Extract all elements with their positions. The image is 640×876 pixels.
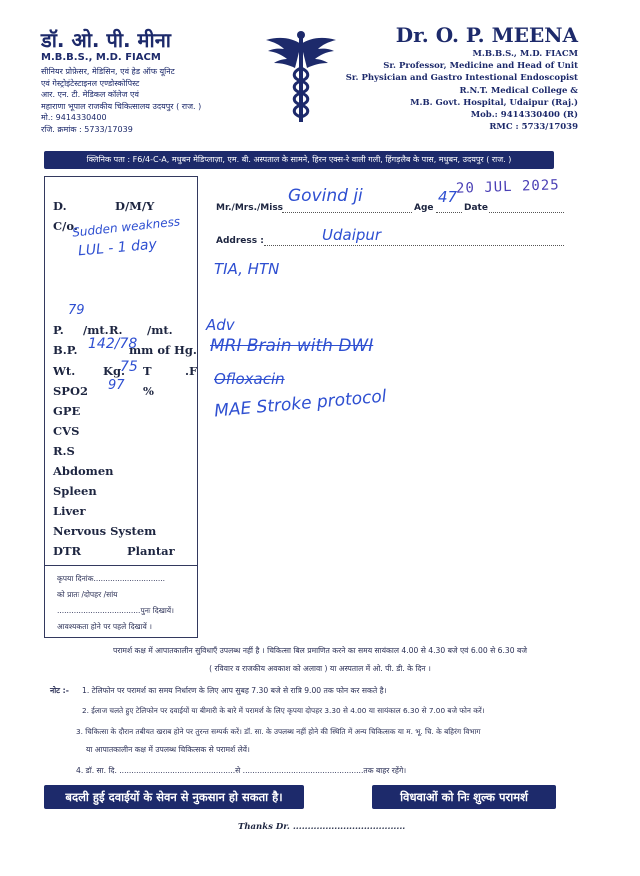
- patient-name-label: Mr./Mrs./Miss: [216, 203, 284, 213]
- hw-rx-line-2: Ofloxacin: [214, 370, 285, 388]
- note-item: 2. ईलाज चलते हुए टेलिफोन पर दवाईयों या बीमारी के बारे में परामर्श के लिए कृपया दोपहर 3.30 से 4.00 या सायंकाल 6.30 से 7.00 बजे फोन करें।: [82, 706, 485, 715]
- credential-line: सीनियर प्रोफ़ेसर, मेडिसिन, एवं हेड ऑफ यूनिट: [41, 67, 175, 76]
- pulse-label: P.: [53, 323, 64, 337]
- left-credentials: [41, 66, 201, 135]
- hw-address: Udaipur: [322, 226, 382, 244]
- exam-cvs: CVS: [53, 424, 80, 438]
- dmy-label: D/M/Y: [115, 199, 155, 213]
- appointment-line: कृपया दिनांक..............................: [57, 574, 166, 583]
- note-item: 1. टेलिफोन पर परामर्श का समय निर्धारण के लिए आप सुबह 7.30 बजे से रात्रि 9.00 तक फोन कर सकते है।: [82, 686, 387, 695]
- address-line: [264, 245, 564, 246]
- bp-unit: mm of Hg.: [129, 343, 197, 357]
- credential-line: महाराणा भूपाल राजकीय चिकित्सालय उदयपुर ( राज. ): [41, 101, 202, 111]
- hw-spo2: 97: [108, 378, 125, 393]
- hw-rx-line-1: MRI Brain with DWI: [210, 336, 374, 356]
- hw-complaint-1: Sudden weakness: [71, 214, 181, 240]
- credential-line: एवं गेस्ट्रोइंटेस्टाइनल एण्डोस्कोपिस्ट: [41, 78, 140, 88]
- fahrenheit-label: .F: [185, 364, 198, 378]
- hw-pulse: 79: [68, 303, 85, 318]
- date-label: Date: [464, 203, 488, 213]
- note-item: 4. डॉ. सा. दि. ................................................से ..................................................तक बाहर रहेंगे।: [76, 766, 407, 775]
- age-line: [436, 212, 462, 213]
- caduceus-logo-icon: [264, 28, 338, 126]
- co-label: C/o.: [53, 219, 78, 233]
- dtr-label: DTR: [53, 544, 82, 558]
- hw-rx-advice: Adv: [206, 316, 235, 334]
- note-item: या आपातकालीन कक्ष में उपलब्ध चिकित्सक से परामर्श लेवें।: [86, 745, 250, 754]
- credential-line: रजि. क्रमांक : 5733/17039: [41, 124, 133, 134]
- exam-abdomen: Abdomen: [53, 464, 114, 478]
- credential-line: M.B. Govt. Hospital, Udaipur (Raj.): [410, 97, 578, 108]
- spo2-unit: %: [143, 384, 154, 398]
- resp-label: R.: [109, 323, 123, 337]
- free-consultation-banner: विधवाओं को निः शुल्क परामर्श: [372, 785, 556, 809]
- hw-complaint-2: LUL - 1 day: [77, 236, 158, 260]
- resp-unit: /mt.: [147, 323, 173, 337]
- exam-nervous-system: Nervous System: [53, 524, 157, 538]
- doctor-name-hindi: डॉ. ओ. पी. मीना: [41, 28, 171, 52]
- credential-line: RMC : 5733/17039: [489, 122, 578, 133]
- date-line: [489, 212, 564, 213]
- appointment-line: ...................................पुनः दिखायें।: [57, 606, 174, 615]
- hw-rx-line-3: MAE Stroke protocol: [213, 386, 388, 422]
- credential-line: मो.: 9414330400: [41, 113, 107, 122]
- credential-line: Sr. Professor, Medicine and Head of Unit: [383, 61, 578, 72]
- plantar-label: Plantar: [127, 544, 175, 558]
- credential-line: M.B.B.S., M.D. FIACM: [472, 49, 578, 59]
- hw-history: TIA, HTN: [214, 260, 280, 278]
- appointment-line: आवश्यकता होने पर पहले दिखावें ।: [57, 622, 153, 631]
- exam-liver: Liver: [53, 504, 86, 518]
- thanks-line: Thanks Dr. ......................................: [238, 822, 406, 832]
- hw-age: 47: [438, 188, 458, 206]
- address-label: Address :: [216, 236, 264, 246]
- bp-label: B.P.: [53, 343, 78, 357]
- degree-left: M.B.B.S., M.D. FIACM: [41, 52, 161, 63]
- exam-rs: R.S: [53, 444, 75, 458]
- exam-spleen: Spleen: [53, 484, 97, 498]
- d-label: D.: [53, 199, 67, 213]
- header-right: [346, 22, 578, 133]
- clinic-hours-note-2: ( रविवार व राजकीय अवकाश को अलावा ) या अस्पताल में ओ. पी. डी. के दिन ।: [209, 664, 431, 673]
- note-label: नोट :-: [50, 686, 69, 695]
- hw-patient-name: Govind ji: [288, 186, 363, 206]
- exam-gpe: GPE: [53, 404, 81, 418]
- appointment-line: को प्रातः /दोपहर /सांय: [57, 590, 118, 599]
- doctor-name-english: Dr. O. P. MEENA: [395, 23, 578, 47]
- weight-label: Wt.: [53, 364, 76, 378]
- clinic-hours-note: परामर्श कक्ष में आपातकालीन सुविधाएँ उपलब्ध नहीं है । चिकित्सा बिल प्रमाणित करने का समय सायंकाल 4.00 से 4.30 बजे एवं 6.00 से 6.30 बजे: [113, 646, 527, 655]
- appointment-box: [45, 565, 197, 638]
- temp-label: T: [143, 364, 152, 378]
- kg-label: Kg.: [103, 364, 126, 378]
- medicine-warning-banner: बदली हुई दवाईयों के सेवन से नुकसान हो सकता है।: [44, 785, 304, 809]
- date-stamp: 20 JUL 2025: [455, 177, 560, 197]
- credential-line: R.N.T. Medical College &: [459, 85, 578, 96]
- hw-bp: 142/78: [88, 336, 138, 352]
- hw-weight: 75: [120, 359, 138, 375]
- pulse-unit: /mt.: [83, 323, 109, 337]
- credential-line: आर. एन. टी. मेडिकल कॉलेज एवं: [41, 90, 139, 99]
- spo2-label: SPO2: [53, 384, 88, 398]
- clinic-address-bar: क्लिनिक पता : F6/4-C-A, मधुबन मेडिप्लाज़ा, एम. बी. अस्पताल के सामने, हिरन एक्स-रे वाली गली, हिंगड़लैब के पास, मधुबन, उदयपुर ( राज. ): [44, 151, 554, 169]
- note-item: 3. चिकित्सा के दौरान तबीयत खराब होने पर तुरन्त सम्पर्क करें। डॉ. सा. के उपलब्ध नहीं होने की स्थिति में अन्य चिकित्सक या म. भू. चि. के बहिरंग विभाग: [76, 727, 481, 736]
- credential-line: Sr. Physician and Gastro Intestional Endoscopist: [345, 73, 578, 84]
- age-label: Age: [414, 203, 434, 213]
- credential-line: Mob.: 9414330400 (R): [470, 110, 578, 121]
- patient-name-line: [282, 212, 412, 213]
